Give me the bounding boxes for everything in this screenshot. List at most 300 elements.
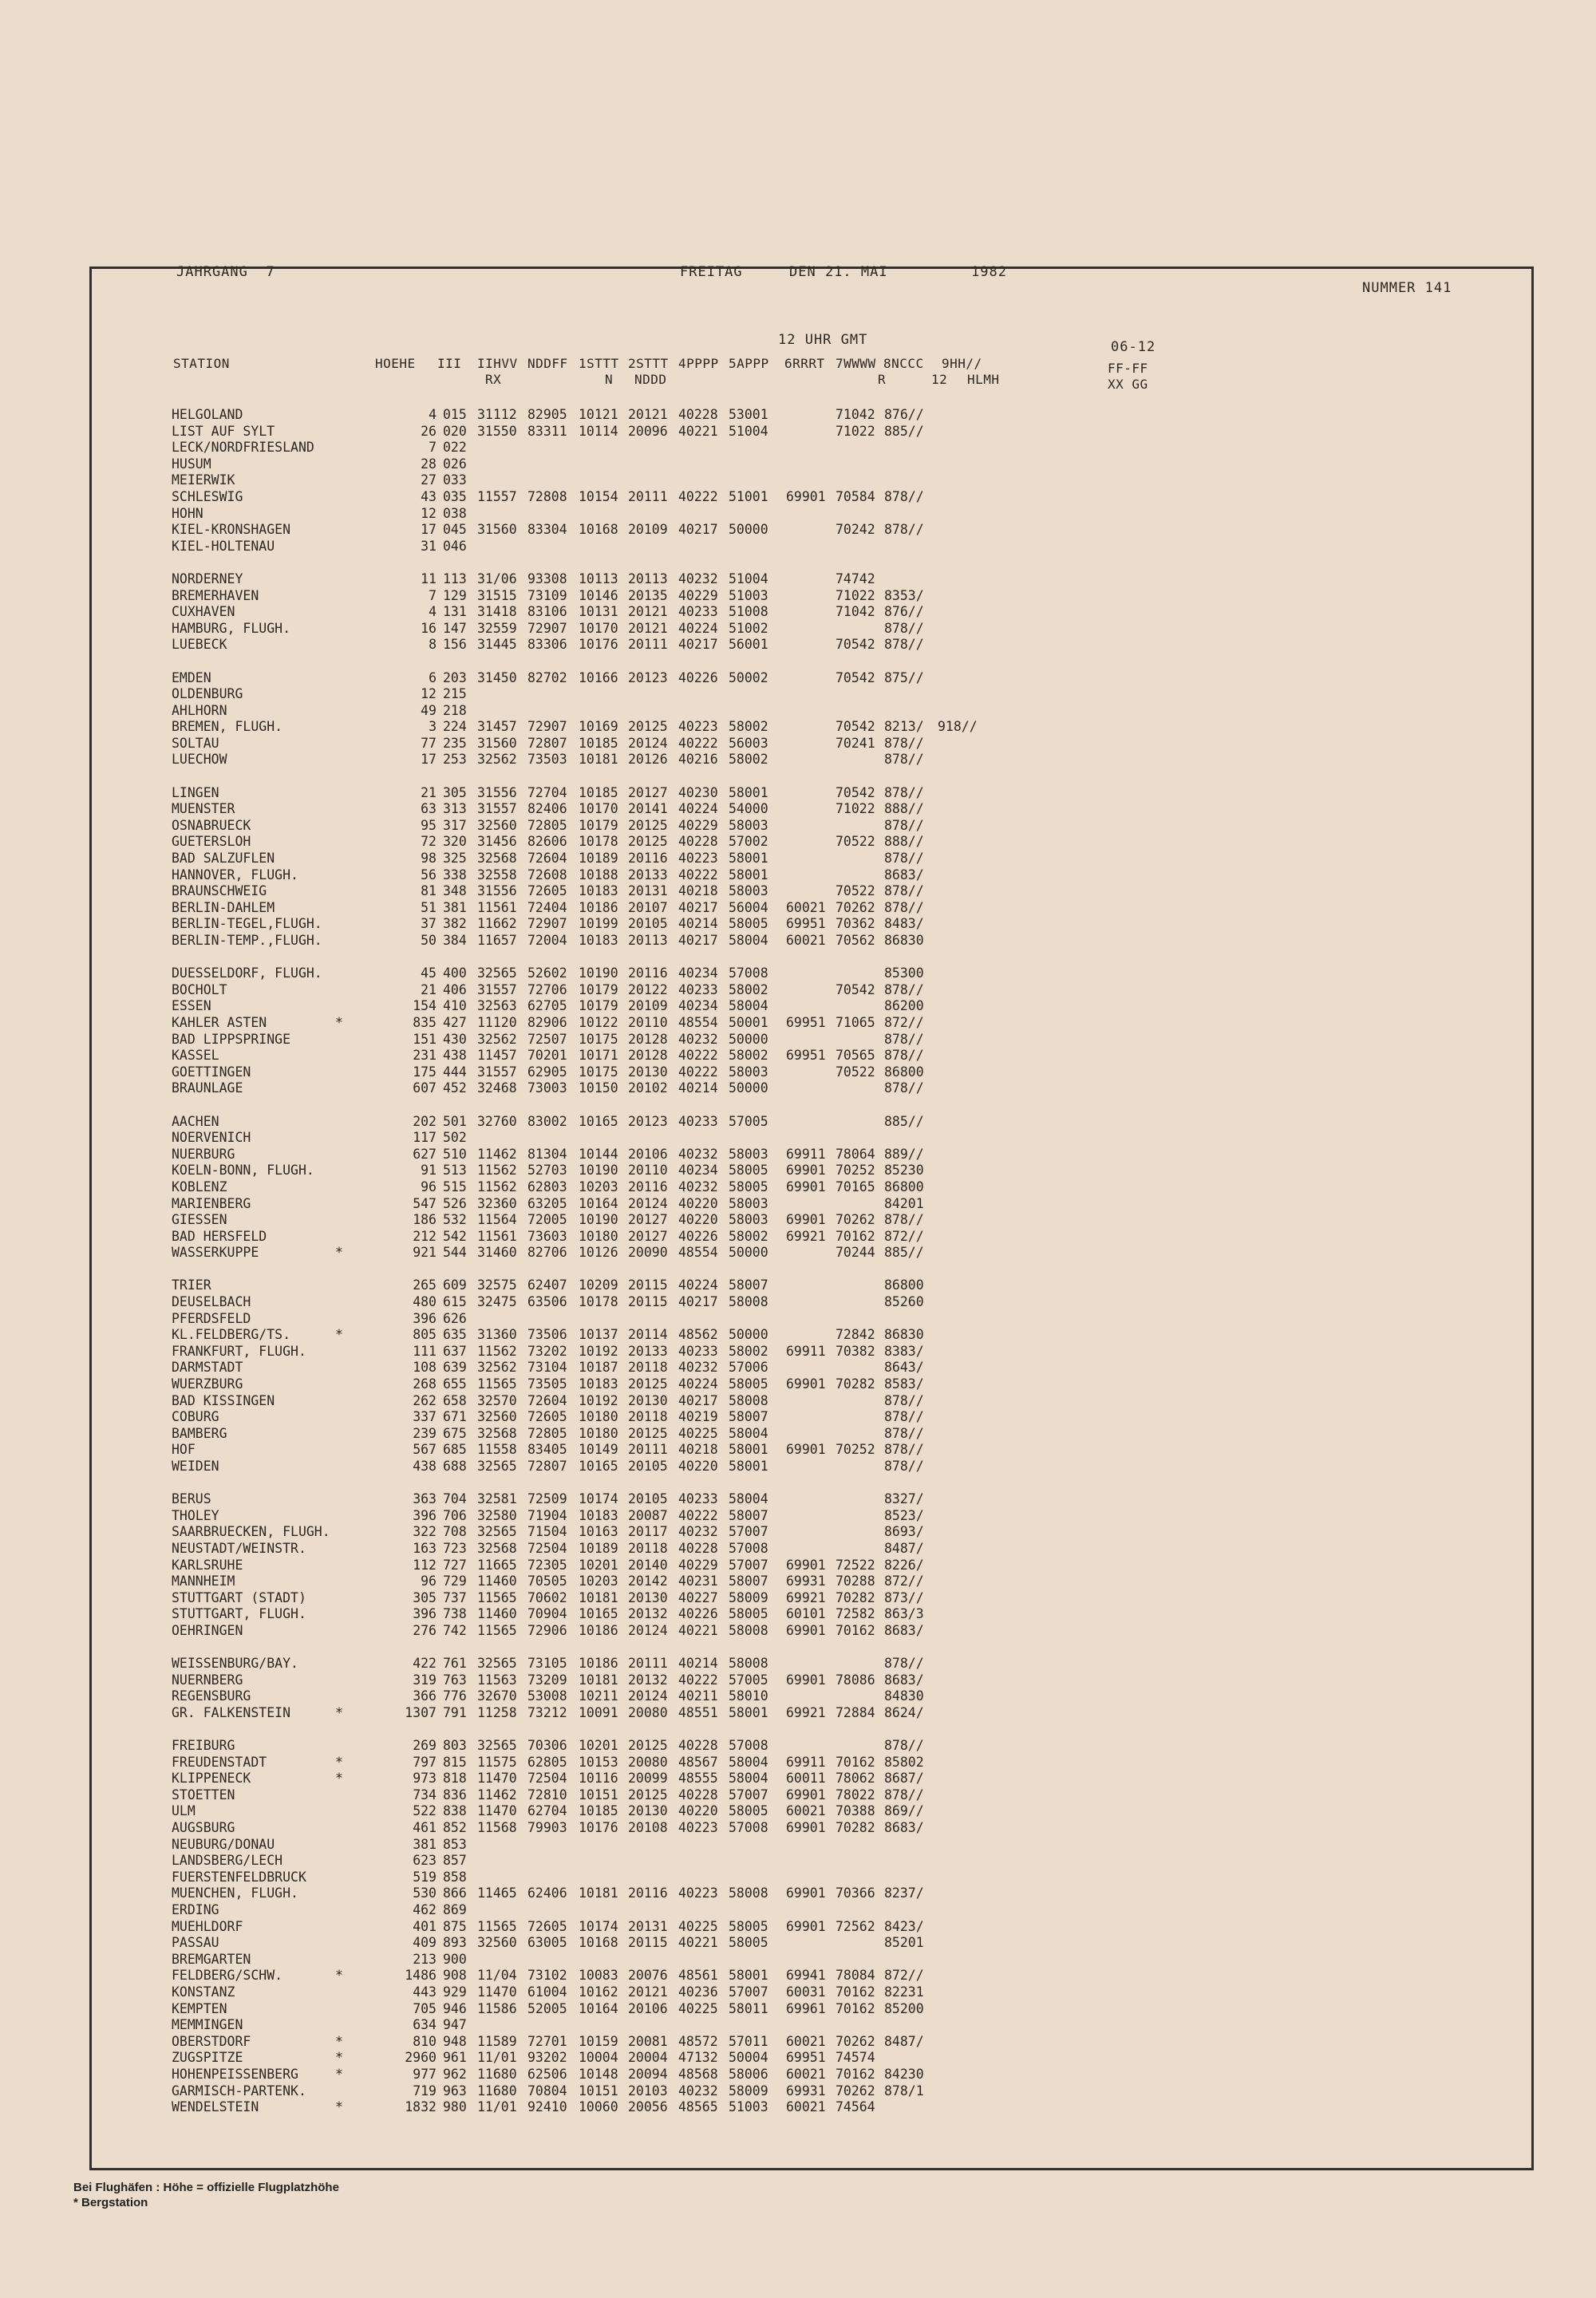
obs-8nccc: 885//	[884, 423, 924, 439]
obs-8nccc: 872//	[884, 1573, 924, 1589]
station-id: 727	[443, 1557, 467, 1573]
obs-2sttt: 20132	[628, 1606, 668, 1622]
year-label: 1982	[971, 264, 1007, 280]
obs-4pppp: 48561	[678, 1968, 718, 1984]
obs-nddff: 70904	[527, 1606, 567, 1622]
obs-7wwww: 70252	[836, 1442, 875, 1458]
obs-iihvv: 32575	[477, 1277, 517, 1293]
station-name: BAMBERG	[172, 1425, 227, 1441]
obs-8nccc: 8237/	[884, 1885, 924, 1901]
table-row	[172, 1935, 1448, 1952]
table-row	[172, 1853, 1448, 1870]
obs-2sttt: 20105	[628, 916, 668, 932]
station-id: 046	[443, 538, 467, 554]
col-9hh: 9HH//	[942, 356, 982, 371]
obs-nddff: 83311	[527, 423, 567, 439]
station-id: 908	[443, 1968, 467, 1984]
obs-nddff: 61004	[527, 1984, 567, 2000]
obs-7wwww: 70388	[836, 1803, 875, 1819]
station-id: 947	[443, 2017, 467, 2033]
obs-iihvv: 11558	[477, 1442, 517, 1458]
station-height: 921	[413, 1245, 437, 1261]
table-row	[172, 539, 1448, 555]
obs-8nccc: 885//	[884, 1113, 924, 1129]
obs-1sttt: 10151	[579, 2083, 618, 2099]
obs-5appp: 58001	[729, 1442, 768, 1458]
table-row	[172, 1508, 1448, 1525]
obs-8nccc: 878//	[884, 817, 924, 833]
station-id: 438	[443, 1048, 467, 1064]
obs-8nccc: 8683/	[884, 1820, 924, 1836]
obs-nddff: 72605	[527, 1918, 567, 1934]
obs-nddff: 72807	[527, 1459, 567, 1474]
obs-7wwww: 78062	[836, 1771, 875, 1787]
obs-iihvv: 32562	[477, 752, 517, 768]
obs-4pppp: 40222	[678, 1064, 718, 1080]
station-name: HAMBURG, FLUGH.	[172, 620, 291, 636]
obs-2sttt: 20108	[628, 1820, 668, 1836]
table-row	[172, 1672, 1448, 1689]
obs-8nccc: 8353/	[884, 587, 924, 603]
obs-8nccc: 878//	[884, 1442, 924, 1458]
table-row	[172, 1623, 1448, 1640]
table-row	[172, 1885, 1448, 1902]
obs-7wwww: 74564	[836, 2099, 875, 2115]
station-table	[172, 407, 1448, 2132]
obs-1sttt: 10185	[579, 784, 618, 800]
obs-2sttt: 20127	[628, 1212, 668, 1228]
obs-nddff: 93308	[527, 571, 567, 586]
station-name: MANNHEIM	[172, 1573, 235, 1589]
obs-7wwww: 72522	[836, 1557, 875, 1573]
obs-5appp: 58004	[729, 998, 768, 1014]
station-id: 609	[443, 1277, 467, 1293]
obs-4pppp: 40232	[678, 1031, 718, 1047]
obs-4pppp: 40223	[678, 1885, 718, 1901]
table-row	[172, 571, 1448, 588]
obs-4pppp: 48568	[678, 2066, 718, 2082]
mountain-marker: *	[335, 1245, 343, 1261]
station-name: COBURG	[172, 1409, 219, 1425]
obs-6rrrt: 60021	[786, 2099, 826, 2115]
station-height: 3	[429, 719, 437, 735]
station-name: ZUGSPITZE	[172, 2050, 243, 2066]
table-row	[172, 1590, 1448, 1607]
obs-4pppp: 40233	[678, 1343, 718, 1359]
obs-1sttt: 10159	[579, 2033, 618, 2049]
obs-nddff: 72604	[527, 1392, 567, 1408]
station-height: 1486	[405, 1968, 437, 1984]
jahrgang-label: JAHRGANG 7	[176, 264, 275, 280]
obs-iihvv: 32562	[477, 1360, 517, 1376]
obs-iihvv: 11680	[477, 2066, 517, 2082]
obs-iihvv: 11680	[477, 2083, 517, 2099]
obs-6rrrt: 69901	[786, 1212, 826, 1228]
obs-5appp: 56001	[729, 637, 768, 653]
obs-2sttt: 20106	[628, 2000, 668, 2016]
station-name: KL.FELDBERG/TS.	[172, 1327, 291, 1343]
col-1sttt-sub: N	[605, 372, 614, 387]
station-name: HELGOLAND	[172, 407, 243, 422]
obs-6rrrt: 69921	[786, 1704, 826, 1720]
obs-4pppp: 48551	[678, 1704, 718, 1720]
obs-8nccc: 86800	[884, 1277, 924, 1293]
obs-7wwww: 70162	[836, 1984, 875, 2000]
obs-5appp: 57008	[729, 1738, 768, 1754]
station-id: 015	[443, 407, 467, 422]
obs-5appp: 58002	[729, 752, 768, 768]
station-height: 519	[413, 1869, 437, 1885]
station-height: 239	[413, 1425, 437, 1441]
station-name: AUGSBURG	[172, 1820, 235, 1836]
table-row	[172, 1558, 1448, 1574]
obs-nddff: 72907	[527, 620, 567, 636]
obs-1sttt: 10181	[579, 1672, 618, 1688]
obs-8nccc: 8487/	[884, 1540, 924, 1556]
obs-2sttt: 20130	[628, 1392, 668, 1408]
station-name: BAD SALZUFLEN	[172, 851, 275, 867]
col-station: STATION	[173, 356, 230, 371]
obs-8nccc: 888//	[884, 801, 924, 817]
obs-4pppp: 40226	[678, 1606, 718, 1622]
table-row	[172, 506, 1448, 523]
station-height: 268	[413, 1376, 437, 1392]
obs-8nccc: 878//	[884, 637, 924, 653]
obs-8nccc: 86830	[884, 933, 924, 948]
station-height: 734	[413, 1787, 437, 1802]
station-height: 522	[413, 1803, 437, 1819]
station-height: 43	[421, 488, 437, 504]
obs-4pppp: 40229	[678, 817, 718, 833]
obs-2sttt: 20102	[628, 1080, 668, 1096]
obs-nddff: 62506	[527, 2066, 567, 2082]
obs-8nccc: 85300	[884, 965, 924, 981]
obs-1sttt: 10190	[579, 1212, 618, 1228]
obs-8nccc: 8583/	[884, 1376, 924, 1392]
obs-1sttt: 10168	[579, 522, 618, 538]
obs-9hh: 918//	[938, 719, 978, 735]
station-name: KOELN-BONN, FLUGH.	[172, 1163, 314, 1179]
obs-iihvv: 32670	[477, 1688, 517, 1704]
table-row	[172, 1524, 1448, 1541]
station-height: 973	[413, 1771, 437, 1787]
obs-iihvv: 32562	[477, 1031, 517, 1047]
station-height: 50	[421, 933, 437, 948]
col-1sttt: 1STTT	[579, 356, 619, 371]
date-label: DEN 21. MAI	[789, 264, 888, 280]
obs-1sttt: 10185	[579, 735, 618, 751]
obs-2sttt: 20115	[628, 1294, 668, 1310]
table-row	[172, 1902, 1448, 1919]
obs-6rrrt: 69901	[786, 1787, 826, 1802]
obs-8nccc: 84230	[884, 2066, 924, 2082]
obs-1sttt: 10165	[579, 1459, 618, 1474]
station-id: 305	[443, 784, 467, 800]
obs-nddff: 62407	[527, 1277, 567, 1293]
obs-2sttt: 20121	[628, 1984, 668, 2000]
station-name: LECK/NORDFRIESLAND	[172, 440, 314, 456]
obs-2sttt: 20127	[628, 784, 668, 800]
station-height: 6	[429, 669, 437, 685]
obs-8nccc: 86830	[884, 1327, 924, 1343]
obs-1sttt: 10165	[579, 1606, 618, 1622]
obs-nddff: 71904	[527, 1507, 567, 1523]
station-name: REGENSBURG	[172, 1688, 251, 1704]
obs-6rrrt: 69901	[786, 1820, 826, 1836]
station-id: 658	[443, 1392, 467, 1408]
obs-7wwww: 70542	[836, 637, 875, 653]
station-id: 615	[443, 1294, 467, 1310]
obs-7wwww: 70282	[836, 1820, 875, 1836]
obs-5appp: 58008	[729, 1885, 768, 1901]
obs-4pppp: 47132	[678, 2050, 718, 2066]
obs-7wwww: 78022	[836, 1787, 875, 1802]
table-row	[172, 1147, 1448, 1163]
table-row	[172, 1114, 1448, 1131]
table-row	[172, 834, 1448, 851]
obs-4pppp: 40211	[678, 1688, 718, 1704]
obs-1sttt: 10148	[579, 2066, 618, 2082]
station-height: 269	[413, 1738, 437, 1754]
station-id: 858	[443, 1869, 467, 1885]
obs-5appp: 58005	[729, 1163, 768, 1179]
col-nddff: NDDFF	[527, 356, 568, 371]
obs-4pppp: 40217	[678, 899, 718, 915]
station-height: 12	[421, 505, 437, 521]
obs-iihvv: 11568	[477, 1820, 517, 1836]
station-id: 763	[443, 1672, 467, 1688]
obs-5appp: 58002	[729, 1343, 768, 1359]
obs-4pppp: 40228	[678, 834, 718, 850]
table-row	[172, 489, 1448, 506]
obs-5appp: 58001	[729, 1459, 768, 1474]
obs-2sttt: 20125	[628, 1787, 668, 1802]
station-id: 427	[443, 1014, 467, 1030]
obs-7wwww: 70242	[836, 522, 875, 538]
station-height: 117	[413, 1130, 437, 1146]
obs-5appp: 58002	[729, 1048, 768, 1064]
obs-iihvv: 32568	[477, 1425, 517, 1441]
obs-4pppp: 40224	[678, 620, 718, 636]
obs-4pppp: 40224	[678, 1277, 718, 1293]
station-height: 623	[413, 1853, 437, 1869]
station-height: 305	[413, 1589, 437, 1605]
station-id: 410	[443, 998, 467, 1014]
obs-iihvv: 11562	[477, 1343, 517, 1359]
station-name: DARMSTADT	[172, 1360, 243, 1376]
obs-8nccc: 878//	[884, 1656, 924, 1672]
obs-nddff: 73212	[527, 1704, 567, 1720]
station-group	[172, 1277, 1448, 1475]
obs-1sttt: 10137	[579, 1327, 618, 1343]
obs-8nccc: 8683/	[884, 867, 924, 882]
station-id: 738	[443, 1606, 467, 1622]
obs-1sttt: 10180	[579, 1409, 618, 1425]
table-row	[172, 1656, 1448, 1672]
col-4pppp: 4PPPP	[678, 356, 719, 371]
station-name: LIST AUF SYLT	[172, 423, 275, 439]
obs-7wwww: 72562	[836, 1918, 875, 1934]
obs-8nccc: 878//	[884, 1392, 924, 1408]
station-height: 51	[421, 899, 437, 915]
obs-2sttt: 20118	[628, 1409, 668, 1425]
station-height: 381	[413, 1836, 437, 1852]
obs-4pppp: 40232	[678, 1360, 718, 1376]
station-name: BREMERHAVEN	[172, 587, 259, 603]
obs-1sttt: 10199	[579, 916, 618, 932]
station-name: FUERSTENFELDBRUCK	[172, 1869, 306, 1885]
obs-2sttt: 20116	[628, 965, 668, 981]
obs-2sttt: 20103	[628, 2083, 668, 2099]
obs-nddff: 72404	[527, 899, 567, 915]
station-name: NORDERNEY	[172, 571, 243, 586]
station-name: KONSTANZ	[172, 1984, 235, 2000]
obs-nddff: 72605	[527, 1409, 567, 1425]
obs-iihvv: 11120	[477, 1014, 517, 1030]
obs-1sttt: 10175	[579, 1064, 618, 1080]
obs-nddff: 73503	[527, 752, 567, 768]
obs-iihvv: 31457	[477, 719, 517, 735]
obs-8nccc: 8683/	[884, 1672, 924, 1688]
obs-8nccc: 878//	[884, 981, 924, 997]
station-name: WEISSENBURG/BAY.	[172, 1656, 298, 1672]
table-row	[172, 2099, 1448, 2116]
obs-5appp: 51003	[729, 587, 768, 603]
obs-6rrrt: 60031	[786, 1984, 826, 2000]
station-height: 396	[413, 1310, 437, 1326]
obs-5appp: 58007	[729, 1277, 768, 1293]
obs-6rrrt: 69901	[786, 1163, 826, 1179]
obs-4pppp: 48554	[678, 1245, 718, 1261]
table-row	[172, 1541, 1448, 1558]
obs-7wwww: 78064	[836, 1146, 875, 1162]
station-name: LUEBECK	[172, 637, 227, 653]
obs-6rrrt: 60021	[786, 933, 826, 948]
obs-iihvv: 11460	[477, 1573, 517, 1589]
obs-nddff: 73209	[527, 1672, 567, 1688]
station-name: HUSUM	[172, 456, 211, 472]
station-name: KIEL-KRONSHAGEN	[172, 522, 291, 538]
station-name: BRAUNSCHWEIG	[172, 883, 267, 899]
obs-2sttt: 20113	[628, 571, 668, 586]
station-height: 95	[421, 817, 437, 833]
station-name: WUERZBURG	[172, 1376, 243, 1392]
station-id: 406	[443, 981, 467, 997]
obs-4pppp: 40223	[678, 719, 718, 735]
obs-iihvv: 31450	[477, 669, 517, 685]
obs-nddff: 73102	[527, 1968, 567, 1984]
table-row	[172, 1212, 1448, 1229]
obs-1sttt: 10083	[579, 1968, 618, 1984]
obs-8nccc: 872//	[884, 1968, 924, 1984]
station-id: 035	[443, 488, 467, 504]
station-id: 836	[443, 1787, 467, 1802]
obs-2sttt: 20125	[628, 834, 668, 850]
obs-8nccc: 8624/	[884, 1704, 924, 1720]
obs-2sttt: 20132	[628, 1672, 668, 1688]
table-row	[172, 1163, 1448, 1179]
table-row	[172, 637, 1448, 653]
station-id: 215	[443, 686, 467, 702]
obs-1sttt: 10192	[579, 1343, 618, 1359]
obs-5appp: 58007	[729, 1507, 768, 1523]
obs-7wwww: 70562	[836, 933, 875, 948]
obs-5appp: 58004	[729, 1754, 768, 1770]
table-row	[172, 851, 1448, 867]
station-height: 366	[413, 1688, 437, 1704]
station-id: 382	[443, 916, 467, 932]
obs-5appp: 56004	[729, 899, 768, 915]
station-name: BRAUNLAGE	[172, 1080, 243, 1096]
station-name: BREMGARTEN	[172, 1951, 251, 1967]
obs-1sttt: 10164	[579, 1195, 618, 1211]
obs-iihvv: 31556	[477, 883, 517, 899]
obs-5appp: 57007	[729, 1557, 768, 1573]
obs-6rrrt: 69921	[786, 1589, 826, 1605]
obs-4pppp: 40218	[678, 1442, 718, 1458]
station-name: STUTTGART, FLUGH.	[172, 1606, 306, 1622]
station-height: 2960	[405, 2050, 437, 2066]
obs-nddff: 72907	[527, 719, 567, 735]
obs-8nccc: 889//	[884, 1146, 924, 1162]
table-row	[172, 801, 1448, 818]
obs-iihvv: 32360	[477, 1195, 517, 1211]
obs-1sttt: 10189	[579, 1540, 618, 1556]
obs-nddff: 62905	[527, 1064, 567, 1080]
obs-8nccc: 885//	[884, 1245, 924, 1261]
obs-iihvv: 32559	[477, 620, 517, 636]
obs-7wwww: 70282	[836, 1376, 875, 1392]
footnote-airport: Bei Flughäfen : Höhe = offizielle Flugplatzhöhe	[73, 2181, 339, 2194]
obs-8nccc: 878//	[884, 1409, 924, 1425]
obs-iihvv: 11657	[477, 933, 517, 948]
station-height: 11	[421, 571, 437, 586]
station-height: 319	[413, 1672, 437, 1688]
station-id: 224	[443, 719, 467, 735]
obs-2sttt: 20110	[628, 1163, 668, 1179]
station-name: HOHN	[172, 505, 203, 521]
obs-1sttt: 10209	[579, 1277, 618, 1293]
station-name: GR. FALKENSTEIN	[172, 1704, 291, 1720]
obs-5appp: 50000	[729, 1031, 768, 1047]
station-height: 151	[413, 1031, 437, 1047]
table-row	[172, 2050, 1448, 2067]
obs-7wwww: 70262	[836, 2033, 875, 2049]
table-row	[172, 916, 1448, 933]
obs-1sttt: 10169	[579, 719, 618, 735]
station-name: EMDEN	[172, 669, 211, 685]
station-name: WENDELSTEIN	[172, 2099, 259, 2115]
obs-8nccc: 876//	[884, 604, 924, 620]
obs-1sttt: 10164	[579, 2000, 618, 2016]
table-row	[172, 1870, 1448, 1886]
obs-2sttt: 20125	[628, 817, 668, 833]
obs-1sttt: 10180	[579, 1425, 618, 1441]
obs-6rrrt: 69931	[786, 1573, 826, 1589]
station-height: 112	[413, 1557, 437, 1573]
obs-5appp: 58005	[729, 1803, 768, 1819]
station-height: 8	[429, 637, 437, 653]
station-height: 26	[421, 423, 437, 439]
station-name: KLIPPENECK	[172, 1771, 251, 1787]
obs-nddff: 82702	[527, 669, 567, 685]
obs-7wwww: 70542	[836, 719, 875, 735]
obs-iihvv: 11470	[477, 1803, 517, 1819]
station-id: 962	[443, 2066, 467, 2082]
station-height: 212	[413, 1228, 437, 1244]
obs-iihvv: 32565	[477, 1459, 517, 1474]
obs-8nccc: 8423/	[884, 1918, 924, 1934]
